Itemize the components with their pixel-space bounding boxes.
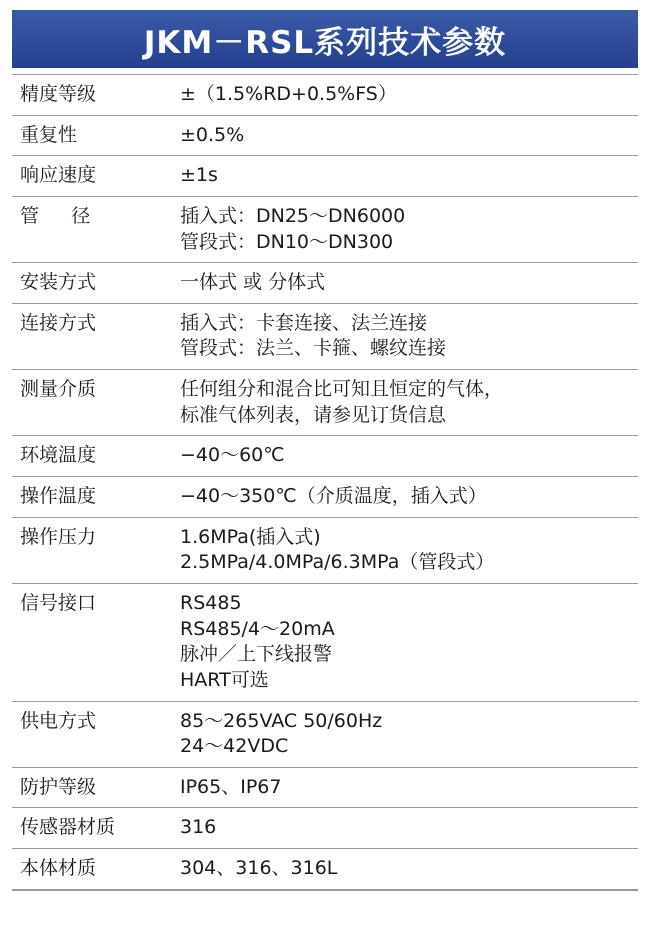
table-row <box>12 767 638 808</box>
table-row <box>12 370 638 436</box>
spec-value-line: 1.6MPa(插入式) <box>180 525 321 548</box>
table-row <box>12 156 638 197</box>
spec-value-line: 316 <box>180 816 217 839</box>
spec-label: 本体材质 <box>20 857 97 880</box>
table-row <box>12 517 638 583</box>
spec-value <box>176 303 638 369</box>
table-row <box>12 196 638 262</box>
spec-label: 响应速度 <box>20 164 97 187</box>
spec-value-line: RS485/4～20mA <box>180 617 335 640</box>
table-row <box>12 477 638 518</box>
spec-label: 重复性 <box>20 123 78 146</box>
spec-value <box>176 115 638 156</box>
spec-value <box>176 370 638 436</box>
spec-label: 安装方式 <box>20 271 97 294</box>
table-row <box>12 115 638 156</box>
table-row <box>12 701 638 767</box>
spec-value-line: −40～60℃ <box>180 444 285 467</box>
table-bottom-rule <box>12 890 638 891</box>
spec-value-line: ±（1.5%RD+0.5%FS） <box>180 83 397 105</box>
spec-value <box>176 196 638 262</box>
specifications-table <box>12 74 638 890</box>
spec-value <box>176 767 638 808</box>
spec-value <box>176 583 638 701</box>
spec-value-line: 管段式：DN10～DN300 <box>180 230 394 253</box>
spec-value-line: ±1s <box>180 164 218 187</box>
spec-value <box>176 436 638 477</box>
spec-value-line: 一体式 或 分体式 <box>180 271 326 294</box>
spec-value-line: 标准气体列表，请参见订货信息 <box>180 403 447 426</box>
table-row <box>12 263 638 304</box>
spec-value-line: 插入式：DN25～DN6000 <box>180 204 406 227</box>
spec-value-line: 24～42VDC <box>180 735 289 758</box>
spec-value <box>176 701 638 767</box>
spec-value-line: 管段式：法兰、卡箍、螺纹连接 <box>180 337 447 360</box>
spec-label: 连接方式 <box>20 311 97 334</box>
spec-label: 操作温度 <box>20 485 97 508</box>
spec-value-line: 任何组分和混合比可知且恒定的气体， <box>180 378 504 401</box>
spec-value <box>176 156 638 197</box>
title-bar <box>12 10 638 68</box>
spec-label: 精度等级 <box>20 83 97 105</box>
specifications-table-body <box>12 75 638 890</box>
spec-value-line: 插入式：卡套连接、法兰连接 <box>180 311 428 334</box>
spec-value-line: 脉冲／上下线报警 <box>180 643 333 666</box>
spec-value <box>176 517 638 583</box>
spec-label: 操作压力 <box>20 525 97 548</box>
spec-value-line: ±0.5% <box>180 123 245 146</box>
spec-label: 测量介质 <box>20 378 97 401</box>
spec-value-line: 304、316、316L <box>180 857 338 880</box>
spec-value-line: 85～265VAC 50/60Hz <box>180 709 383 732</box>
table-row <box>12 75 638 116</box>
spec-label: 管 径 <box>20 204 97 227</box>
spec-value-line: HART可选 <box>180 668 269 691</box>
spec-label: 环境温度 <box>20 444 97 467</box>
spec-value <box>176 263 638 304</box>
spec-value <box>176 75 638 116</box>
spec-value <box>176 849 638 890</box>
table-row <box>12 583 638 701</box>
table-row <box>12 849 638 890</box>
table-row <box>12 808 638 849</box>
page-title: JKM－RSL系列技术参数 <box>143 24 507 61</box>
spec-label: 防护等级 <box>20 775 97 798</box>
spec-value <box>176 477 638 518</box>
spec-value <box>176 808 638 849</box>
spec-label: 传感器材质 <box>20 816 116 839</box>
spec-value-line: IP65、IP67 <box>180 775 282 798</box>
spec-value-line: −40～350℃（介质温度，插入式） <box>180 485 487 508</box>
table-row <box>12 303 638 369</box>
spec-value-line: 2.5MPa/4.0MPa/6.3MPa（管段式） <box>180 551 495 574</box>
spec-value-line: RS485 <box>180 591 242 614</box>
spec-label: 供电方式 <box>20 709 97 732</box>
table-row <box>12 436 638 477</box>
spec-label: 信号接口 <box>20 591 97 614</box>
